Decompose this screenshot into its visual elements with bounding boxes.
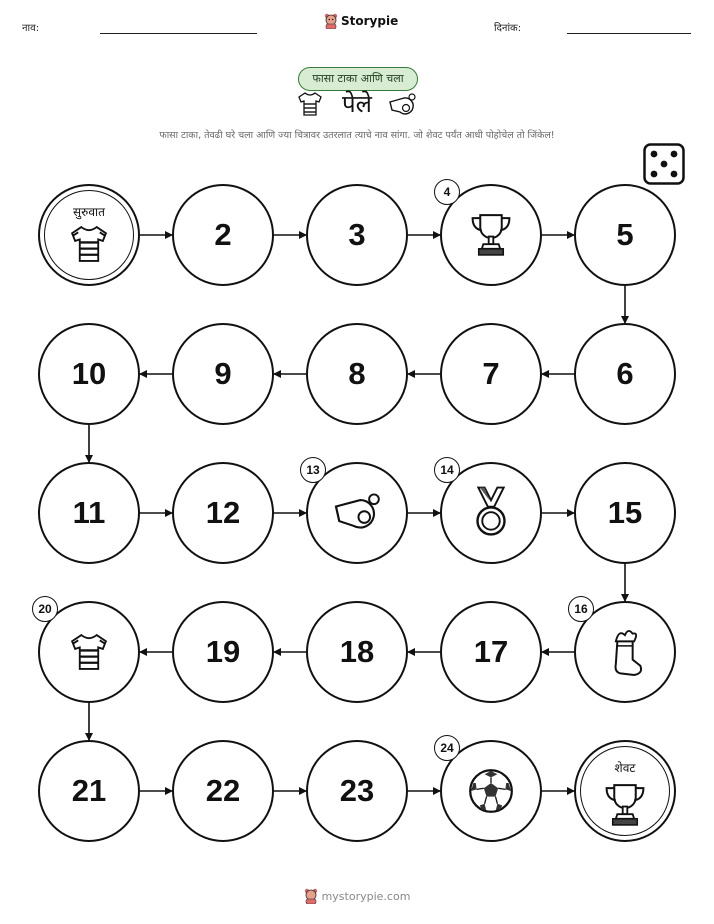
shirt-icon (67, 632, 111, 672)
square-number-badge: 4 (434, 179, 460, 205)
square-number: 22 (205, 773, 241, 808)
square-number: 9 (214, 356, 232, 391)
board-square-22 (172, 740, 274, 842)
footer-url: mystorypie.com (321, 889, 411, 903)
board-square-6 (574, 323, 676, 425)
board-square-19 (172, 601, 274, 703)
board-square-2 (172, 184, 274, 286)
square-number: 5 (616, 217, 634, 252)
square-number: 2 (214, 217, 232, 252)
game-type-pill: फासा टाका आणि चला (298, 67, 418, 91)
instructions: फासा टाका, तेवढी घरे चला आणि ज्या चित्रावर उतरलात त्याचे नाव सांगा. जो शेवट पर्यंत आधी पोहोचेल तो जिंकेल! (159, 130, 555, 141)
square-number: 7 (482, 356, 500, 391)
square-number: 6 (616, 356, 634, 391)
footer (0, 888, 714, 907)
square-number-badge: 13 (300, 457, 326, 483)
board-square-3 (306, 184, 408, 286)
board-square-5 (574, 184, 676, 286)
board-square-15 (574, 462, 676, 564)
square-number: 17 (473, 634, 509, 669)
medal-icon (470, 486, 512, 540)
square-number: 11 (72, 495, 106, 530)
end-label: शेवट (614, 761, 636, 775)
shirt-icon (40, 224, 138, 264)
square-number: 18 (339, 634, 375, 669)
board-square-9 (172, 323, 274, 425)
board-square-23 (306, 740, 408, 842)
board-square-18 (306, 601, 408, 703)
board-square-7 (440, 323, 542, 425)
square-number: 3 (348, 217, 366, 252)
square-number-badge: 14 (434, 457, 460, 483)
square-number: 10 (71, 356, 107, 391)
square-number: 8 (348, 356, 366, 391)
name-label: नाव: (22, 23, 40, 34)
start-label: सुरुवात (73, 205, 105, 219)
whistle-icon (331, 492, 383, 534)
board-square-10 (38, 323, 140, 425)
square-number-badge: 16 (568, 596, 594, 622)
board-square-17 (440, 601, 542, 703)
brand-name: Storypie (341, 14, 399, 28)
start-square (38, 184, 140, 286)
trophy-icon (468, 210, 514, 260)
end-square (574, 740, 676, 842)
trophy-icon (576, 780, 674, 830)
square-number: 21 (71, 773, 107, 808)
square-number: 15 (607, 495, 643, 530)
board-square-21 (38, 740, 140, 842)
bear-icon (304, 888, 318, 904)
square-number-badge: 24 (434, 735, 460, 761)
board-square-8 (306, 323, 408, 425)
page-title: पेले (342, 90, 372, 118)
football-icon (467, 767, 515, 815)
square-number: 19 (205, 634, 241, 669)
square-number: 23 (339, 773, 375, 808)
board-square-12 (172, 462, 274, 564)
square-number-badge: 20 (32, 596, 58, 622)
sock-icon (605, 626, 645, 678)
board-square-11 (38, 462, 140, 564)
date-label: दिनांक: (494, 23, 522, 34)
square-number: 12 (205, 495, 241, 530)
